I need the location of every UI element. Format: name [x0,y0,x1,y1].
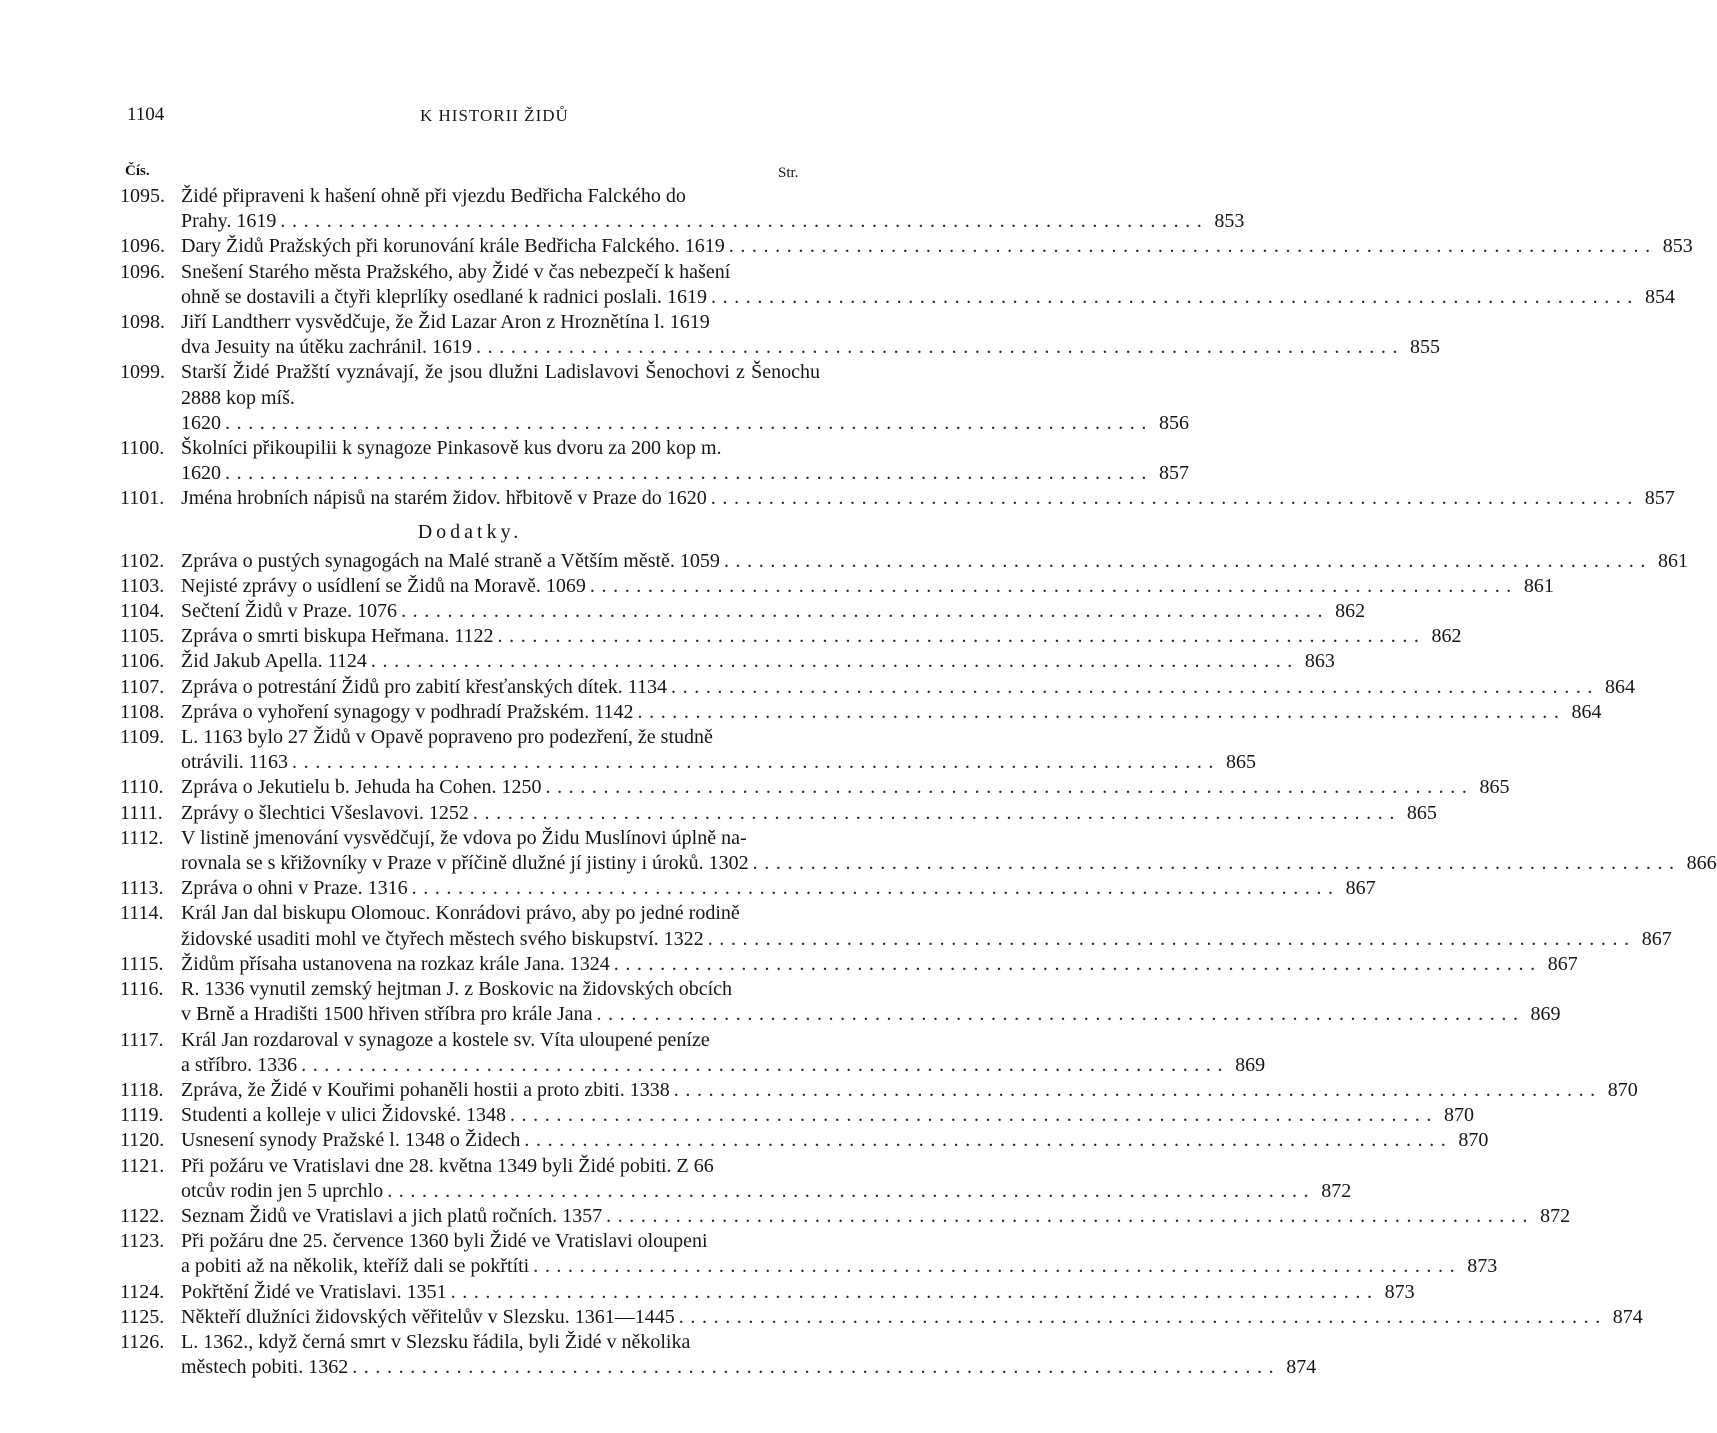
entry-last-text: Prahy. 1619 [181,210,277,233]
entry-last-line [181,1078,1638,1103]
dot-leader: ................................................................................ [509,1104,1438,1127]
entry-last-text: 1620 [181,462,221,485]
index-entry [120,574,1554,599]
entry-page-number: 870 [1443,1104,1474,1127]
entry-number: 1100. [120,437,165,460]
entry-body [181,1078,1638,1103]
entry-body [181,1204,1571,1229]
index-entry [120,360,1189,436]
entry-body [181,260,1675,310]
entry-number: 1109. [120,726,165,749]
entry-page-number: 874 [1612,1305,1643,1328]
dot-leader: ................................................................................ [524,1129,1453,1152]
entry-page-number: 867 [1641,927,1672,950]
entry-last-text: Zpráva, že Židé v Kouřimi pohaněli hostii a proto zbiti. 1338 [181,1078,670,1101]
index-entry [120,599,1366,624]
index-entry [120,675,1636,700]
entry-last-line [181,1128,1489,1153]
entry-number: 1108. [120,700,165,723]
entry-body [181,1103,1474,1128]
dot-leader: ................................................................................ [596,1003,1525,1026]
dot-leader: ................................................................................ [711,285,1639,308]
entry-page-number: 863 [1304,650,1335,673]
entry-text: Král Jan dal biskupu Olomouc. Konrádovi právo, aby po jedné rodině [181,902,740,925]
index-entry [120,436,1189,486]
entry-last-line [181,1305,1643,1330]
index-entry [120,1204,1571,1229]
entry-body [181,801,1437,826]
entry-last-text: ohně se dostavili a čtyři kleprlíky osedlané k radnici poslali. 1619 [181,285,707,308]
index-entry [120,1154,1352,1204]
entry-last-text: Zpráva o Jekutielu b. Jehuda ha Cohen. 1250 [181,776,542,799]
entry-text: L. 1362., když černá smrt v Slezsku řádila, byli Židé v několika [181,1330,691,1353]
entry-last-text: Usnesení synody Pražské l. 1348 o Židech [181,1129,521,1152]
entry-text: L. 1163 bylo 27 Židů v Opavě popraveno pro podezření, že studně [181,726,713,749]
entry-page-number: 866 [1686,852,1717,875]
entry-page-number: 855 [1410,336,1441,359]
index-group-main [120,184,1693,512]
dot-leader: ................................................................................ [728,235,1657,258]
entry-page-number: 872 [1540,1204,1571,1227]
entry-body [181,184,1245,234]
entry-last-line [181,486,1675,511]
dot-leader: ................................................................................ [476,336,1405,359]
entry-number: 1126. [120,1330,165,1353]
index-group-addenda [120,549,1717,1381]
index-entry [120,876,1376,901]
entry-last-text: Studenti a kolleje v ulici Židovské. 1348 [181,1104,506,1127]
entry-body [181,700,1602,725]
entry-body [181,775,1510,800]
entry-last-line [181,1204,1571,1229]
entry-body [181,1229,1498,1279]
dot-leader: ................................................................................ [710,487,1639,510]
entry-last-line [181,285,1675,310]
entry-last-line [181,927,1672,952]
entry-page-number: 862 [1431,625,1462,648]
entry-last-text: a stříbro. 1336 [181,1053,298,1076]
entry-body [181,649,1335,674]
entry-body [181,624,1462,649]
dot-leader: ................................................................................ [401,600,1330,623]
index-entry [120,234,1693,259]
entry-last-line [181,750,1257,775]
entry-page-number: 861 [1657,549,1688,572]
entry-last-text: Sečtení Židů v Praze. 1076 [181,600,398,623]
entry-text: Jiří Landtherr vysvědčuje, že Žid Lazar Aron z Hroznětína l. 1619 [181,311,710,334]
column-label-number: Čís. [125,163,150,179]
entry-last-text: v Brně a Hradišti 1500 hřiven stříbra pro krále Jana [181,1003,593,1026]
entry-page-number: 869 [1530,1003,1561,1026]
index-entry [120,1229,1498,1279]
entry-page-number: 861 [1523,574,1554,597]
dot-leader: ................................................................................ [225,411,1153,434]
index-entry [120,1305,1643,1330]
entry-number: 1107. [120,675,165,698]
dot-leader: ................................................................................ [370,650,1299,673]
entry-last-text: Zpráva o smrti biskupa Heřmana. 1122 [181,625,494,648]
entry-last-line [181,1002,1561,1027]
entry-last-line [181,411,1189,436]
entry-body [181,1154,1352,1204]
entry-last-text: Nejisté zprávy o usídlení se Židů na Moravě. 1069 [181,574,586,597]
dot-leader: ................................................................................ [352,1356,1281,1379]
dot-leader: ................................................................................ [671,675,1600,698]
entry-text: Snešení Starého města Pražského, aby Židé v čas nebezpečí k hašení [181,260,731,283]
entry-page-number: 867 [1345,877,1376,900]
entry-last-text: Zpráva o potrestání Židů pro zabití křesťanských dítek. 1134 [181,675,668,698]
entry-last-line [181,461,1189,486]
entry-last-line [181,775,1510,800]
entry-page-number: 870 [1607,1078,1638,1101]
dot-leader: ................................................................................ [752,852,1681,875]
index-entry [120,977,1561,1027]
entry-last-text: Dary Židů Pražských při korunování krále Bedřicha Falckého. 1619 [181,235,725,258]
running-title: K HISTORII ŽIDŮ [420,106,569,125]
entry-number: 1122. [120,1204,165,1227]
entry-text: Starší Židé Pražští vyznávají, že jsou dlužni Ladislavovi Šenochovi z Šenochu 2888 kop míš. [181,361,820,409]
entry-text: Při požáru ve Vratislavi dne 28. května 1349 byli Židé pobiti. Z 66 [181,1154,714,1177]
index-entry [120,700,1602,725]
entry-page-number: 873 [1467,1255,1498,1278]
entry-last-line [181,335,1441,360]
entry-page-number: 874 [1286,1356,1317,1379]
entry-last-line [181,599,1366,624]
entry-last-line [181,675,1636,700]
entry-page-number: 853 [1214,210,1245,233]
index-entry [120,901,1672,951]
entry-last-line [181,876,1376,901]
dot-leader: ................................................................................ [450,1280,1379,1303]
entry-number: 1112. [120,826,164,849]
entry-last-line [181,649,1335,674]
entry-last-text: městech pobiti. 1362 [181,1356,349,1379]
entry-last-text: otrávili. 1163 [181,751,289,774]
entry-number: 1096. [120,235,165,258]
entry-page-number: 864 [1605,675,1636,698]
entry-text: Židé připraveni k hašení ohně při vjezdu Bedřicha Falckého do [181,185,686,207]
entry-body [181,901,1672,951]
index-list [120,184,1717,1380]
entry-last-text: Židům přísaha ustanovena na rozkaz krále Jana. 1324 [181,952,610,975]
dot-leader: ................................................................................ [589,574,1518,597]
entry-body [181,1305,1643,1330]
entry-number: 1125. [120,1305,165,1328]
entry-body [181,234,1693,259]
index-entry [120,624,1462,649]
entry-body [181,360,1189,436]
dot-leader: ................................................................................ [673,1078,1602,1101]
entry-body [181,599,1366,624]
entry-number: 1124. [120,1280,165,1303]
index-entry [120,801,1437,826]
dot-leader: ................................................................................ [606,1204,1535,1227]
index-entry [120,649,1335,674]
entry-number: 1111. [120,801,163,824]
entry-text: Školníci přikoupilii k synagoze Pinkasově kus dvoru za 200 kop m. [181,437,722,460]
entry-last-line [181,1053,1266,1078]
dot-leader: ................................................................................ [280,210,1209,233]
entry-text: Král Jan rozdaroval v synagoze a kostele sv. Víta uloupené peníze [181,1028,710,1051]
entry-number: 1120. [120,1129,165,1152]
entry-page-number: 862 [1335,600,1366,623]
entry-last-text: Zpráva o ohni v Praze. 1316 [181,877,408,900]
entry-last-line [181,574,1554,599]
entry-number: 1119. [120,1104,164,1127]
entry-number: 1117. [120,1028,164,1051]
index-entry [120,775,1510,800]
entry-last-text: Někteří dlužníci židovských věřitelův v Slezsku. 1361—1445 [181,1305,675,1328]
entry-page-number: 873 [1384,1280,1415,1303]
entry-last-text: Zprávy o šlechtici Všeslavovi. 1252 [181,801,469,824]
dot-leader: ................................................................................ [411,877,1340,900]
entry-last-text: Zpráva o vyhoření synagogy v podhradí Pražském. 1142 [181,700,634,723]
entry-number: 1095. [120,185,165,207]
entry-number: 1096. [120,260,165,283]
entry-page-number: 857 [1159,462,1189,485]
entry-last-line [181,234,1693,259]
entry-body [181,310,1441,360]
entry-number: 1103. [120,574,165,597]
entry-last-line [181,549,1688,574]
entry-body [181,436,1189,486]
entry-page-number: 856 [1159,411,1189,434]
dot-leader: ................................................................................ [723,549,1652,572]
index-entry [120,310,1441,360]
entry-last-text: Žid Jakub Apella. 1124 [181,650,367,673]
dot-leader: ................................................................................ [225,462,1153,485]
entry-number: 1121. [120,1154,165,1177]
index-entry [120,1078,1638,1103]
entry-page-number: 857 [1644,487,1675,510]
entry-number: 1123. [120,1230,165,1253]
entry-number: 1115. [120,952,164,975]
entry-page-number: 865 [1406,801,1437,824]
entry-body [181,574,1554,599]
entry-page-number: 864 [1571,700,1602,723]
dot-leader: ................................................................................ [707,927,1636,950]
entry-last-text: Pokřtění Židé ve Vratislavi. 1351 [181,1280,447,1303]
entry-number: 1113. [120,877,164,900]
entry-page-number: 854 [1645,285,1675,308]
entry-last-text: otcův rodin jen 5 uprchlo [181,1179,384,1202]
index-entry [120,1128,1489,1153]
entry-last-line [181,1280,1415,1305]
entry-number: 1099. [120,361,165,384]
index-entry [120,826,1717,876]
dot-leader: ................................................................................ [533,1255,1462,1278]
entry-number: 1116. [120,978,164,1001]
dot-leader: ................................................................................ [472,801,1401,824]
index-entry [120,1028,1266,1078]
entry-body [181,486,1675,511]
entry-last-line [181,209,1245,234]
entry-text: Při požáru dne 25. července 1360 byli Židé ve Vratislavi oloupeni [181,1230,708,1253]
entry-body [181,725,1257,775]
entry-last-text: Zpráva o pustých synagogách na Malé straně a Větším městě. 1059 [181,549,720,572]
dot-leader: ................................................................................ [497,625,1426,648]
index-entry [120,1280,1415,1305]
entry-number: 1104. [120,600,165,623]
column-label-page: Str. [778,165,799,181]
entry-body [181,1280,1415,1305]
index-entry [120,1330,1317,1380]
entry-page-number: 870 [1458,1129,1489,1152]
entry-page-number: 867 [1547,952,1578,975]
index-entry [120,549,1688,574]
entry-last-text: 1620 [181,411,221,434]
entry-last-line [181,700,1602,725]
entry-last-text: a pobiti až na několik, kteříž dali se pokřtíti [181,1255,530,1278]
dot-leader: ................................................................................ [637,700,1566,723]
entry-last-text: dva Jesuity na útěku zachránil. 1619 [181,336,473,359]
dot-leader: ................................................................................ [678,1305,1607,1328]
entry-number: 1106. [120,650,165,673]
entry-last-line [181,1103,1474,1128]
entry-number: 1105. [120,625,165,648]
entry-body [181,826,1717,876]
index-entry [120,260,1675,310]
entry-body [181,1128,1489,1153]
entry-text: R. 1336 vynutil zemský hejtman J. z Boskovic na židovských obcích [181,978,733,1001]
dot-leader: ................................................................................ [545,776,1474,799]
entry-last-text: Seznam Židů ve Vratislavi a jich platů ročních. 1357 [181,1204,603,1227]
entry-body [181,977,1561,1027]
index-entry [120,725,1257,775]
entry-body [181,675,1636,700]
entry-last-text: Jména hrobních nápisů na starém židov. hřbitově v Praze do 1620 [181,487,707,510]
entry-page-number: 865 [1479,776,1510,799]
entry-page-number: 869 [1235,1053,1266,1076]
dot-leader: ................................................................................ [301,1053,1230,1076]
entry-body [181,1028,1266,1078]
entry-last-line [181,801,1437,826]
dot-leader: ................................................................................ [292,751,1221,774]
entry-last-line [181,1179,1352,1204]
dot-leader: ................................................................................ [387,1179,1316,1202]
entry-last-text: židovské usaditi mohl ve čtyřech městech svého biskupství. 1322 [181,927,704,950]
index-entry [120,952,1578,977]
section-title: Dodatky. [417,520,523,543]
entry-last-line [181,1254,1498,1279]
page-number: 1104 [127,104,165,125]
entry-body [181,1330,1317,1380]
entry-page-number: 872 [1321,1179,1352,1202]
index-entry [120,184,1245,234]
index-entry [120,1103,1474,1128]
entry-number: 1101. [120,487,165,510]
entry-number: 1110. [120,776,164,799]
entry-last-line [181,624,1462,649]
entry-number: 1118. [120,1078,164,1101]
entry-page-number: 865 [1226,751,1257,774]
dot-leader: ................................................................................ [613,952,1542,975]
entry-last-line [181,851,1717,876]
entry-last-line [181,952,1578,977]
entry-body [181,876,1376,901]
index-entry [120,486,1675,511]
entry-number: 1098. [120,311,165,334]
entry-page-number: 853 [1662,235,1693,258]
entry-last-text: rovnala se s křižovníky v Praze v příčině dlužné jí jistiny i úroků. 1302 [181,852,749,875]
entry-body [181,952,1578,977]
entry-last-line [181,1355,1317,1380]
entry-body [181,549,1688,574]
entry-number: 1102. [120,549,165,572]
entry-number: 1114. [120,902,164,925]
entry-text: V listině jmenování vysvědčují, že vdova po Židu Muslínovi úplně na- [181,826,747,849]
